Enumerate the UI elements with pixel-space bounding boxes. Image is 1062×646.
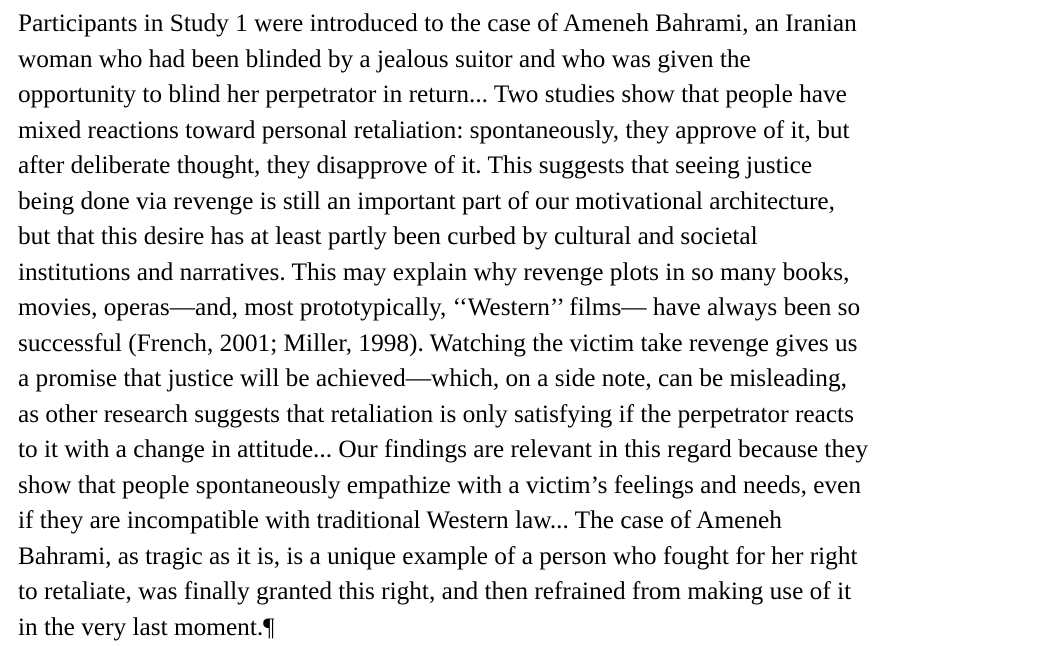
paragraph-line: Participants in Study 1 were introduced to the case of Ameneh Bahrami, an Iranian xyxy=(18,9,857,37)
paragraph-line: to it with a change in attitude... Our findings are relevant in this regard because they xyxy=(18,435,868,463)
paragraph-line: in the very last moment.¶ xyxy=(18,612,275,641)
paragraph-line: but that this desire has at least partly been curbed by cultural and societal xyxy=(18,222,758,250)
paragraph-line: woman who had been blinded by a jealous suitor and who was given the xyxy=(18,44,751,73)
paragraph-line: Bahrami, as tragic as it is, is a unique example of a person who fought for her right xyxy=(18,541,858,570)
paragraph-line: opportunity to blind her perpetrator in return... Two studies show that people have xyxy=(18,80,847,108)
paragraph-line: as other research suggests that retaliation is only satisfying if the perpetrator reacts xyxy=(18,399,854,428)
paragraph-line: being done via revenge is still an important part of our motivational architecture, xyxy=(18,186,835,215)
paragraph-line: successful (French, 2001; Miller, 1998). Watching the victim take revenge gives us xyxy=(18,328,858,357)
paragraph-line: after deliberate thought, they disapprove of it. This suggests that seeing justice xyxy=(18,151,813,179)
paragraph-line: a promise that justice will be achieved—which, on a side note, can be misleading, xyxy=(18,364,847,392)
document-paragraph xyxy=(18,6,1058,645)
paragraph-line: movies, operas—and, most prototypically, ‘‘Western’’ films— have always been so xyxy=(18,293,861,321)
paragraph-line: show that people spontaneously empathize with a victim’s feelings and needs, even xyxy=(18,470,862,499)
paragraph-line: if they are incompatible with traditional Western law... The case of Ameneh xyxy=(18,506,782,534)
paragraph-line: to retaliate, was finally granted this right, and then refrained from making use of it xyxy=(18,577,852,605)
paragraph-line: institutions and narratives. This may explain why revenge plots in so many books, xyxy=(18,257,850,286)
paragraph-line: mixed reactions toward personal retaliation: spontaneously, they approve of it, but xyxy=(18,115,850,144)
